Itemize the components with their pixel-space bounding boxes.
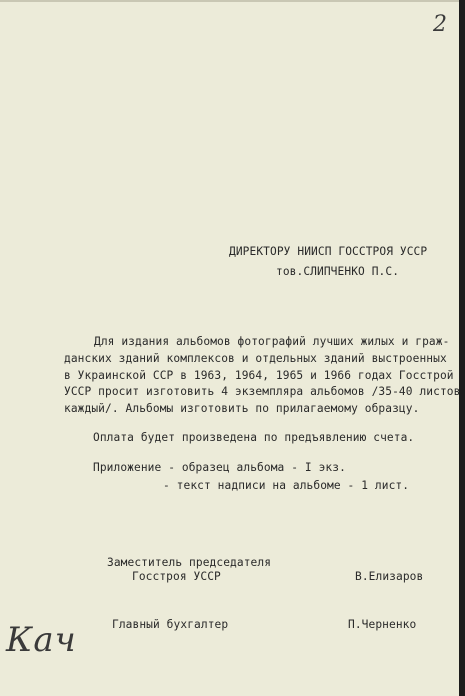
body-line-2: данских зданий комплексов и отдельных зданий выстроенных bbox=[64, 352, 447, 365]
body-line-3: в Украинской ССР в 1963, 1964, 1965 и 1966 годах Госстрой bbox=[64, 369, 454, 382]
body-line-5: каждый/. Альбомы изготовить по прилагаемому образцу. bbox=[64, 402, 420, 415]
deputy-title-line-1: Заместитель председателя bbox=[107, 556, 272, 569]
page-top-edge bbox=[0, 0, 465, 2]
addressee-line-1: ДИРЕКТОРУ НИИСП ГОССТРОЯ УССР bbox=[229, 245, 428, 258]
body-line-1: Для издания альбомов фотографий лучших жилых и граж- bbox=[94, 335, 450, 348]
attachment-line-2: - текст надписи на альбоме - 1 лист. bbox=[163, 479, 410, 492]
accountant-name: П.Черненко bbox=[348, 618, 417, 631]
page-right-edge bbox=[459, 0, 465, 696]
deputy-name: В.Елизаров bbox=[355, 570, 424, 583]
payment-line: Оплата будет произведена по предъявлению счета. bbox=[93, 431, 415, 444]
handwritten-note: Кач bbox=[6, 620, 77, 660]
body-line-4: УССР просит изготовить 4 экземпляра альбомов /35-40 листов bbox=[64, 385, 461, 398]
attachment-line-1: Приложение - образец альбома - I экз. bbox=[93, 461, 346, 474]
accountant-title: Главный бухгалтер bbox=[112, 618, 229, 631]
page-number: 2 bbox=[433, 12, 447, 37]
deputy-title-line-2: Госстроя УССР bbox=[132, 570, 221, 583]
addressee-line-2: тов.СЛИПЧЕНКО П.С. bbox=[276, 265, 400, 278]
